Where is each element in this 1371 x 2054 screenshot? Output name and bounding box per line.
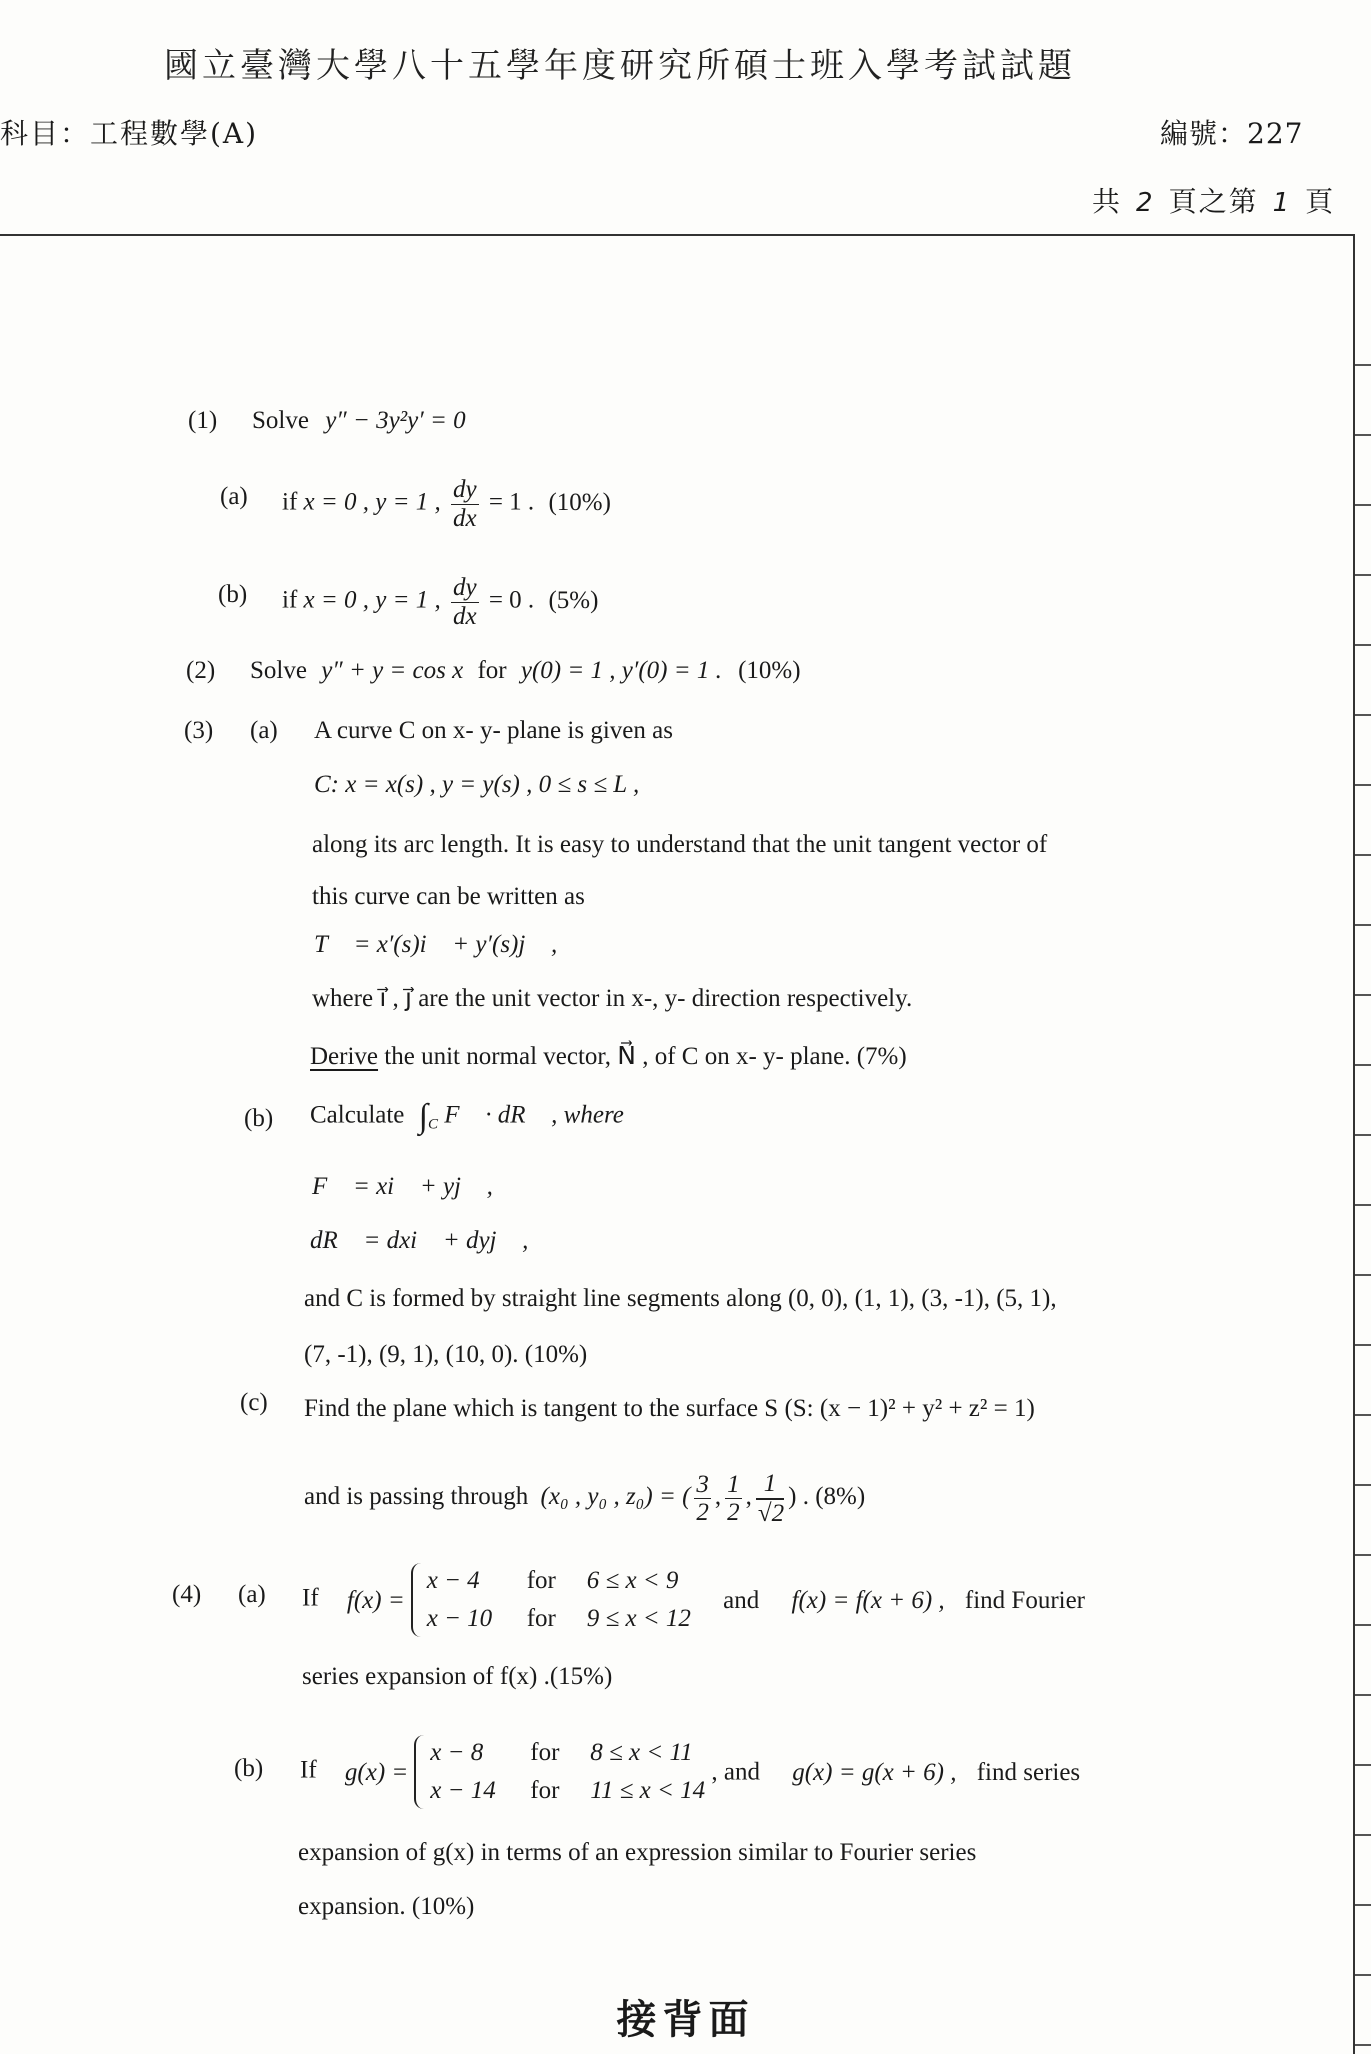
q1b-text: [282, 574, 598, 630]
q3a-line7: [310, 1044, 907, 1069]
q1-equation: y″ − 3y²y′ = 0: [325, 407, 466, 434]
q3c-point: (x₀ , y₀ , z₀) = (: [540, 1483, 691, 1511]
q3b-integral-sub: C: [427, 1116, 438, 1133]
q1b-label: (b): [218, 581, 248, 608]
q1a-label: (a): [220, 483, 248, 510]
q4a-line2: series expansion of f(x) .(15%): [302, 1663, 613, 1690]
q4a-if: If: [302, 1584, 319, 1612]
continue-on-back: 接背面: [616, 1996, 755, 2043]
q3c-frac2-num: 1: [727, 1470, 740, 1498]
q3c-frac3-num: 1: [756, 1470, 784, 1499]
q3-number: (3): [184, 717, 214, 744]
q3a-derive: Derive: [310, 1043, 379, 1070]
q1b-dx: dx: [452, 602, 477, 630]
q3b-integrand: F⃗ · dR⃗ , where: [444, 1101, 624, 1129]
q4a-case1-for: for: [526, 1567, 556, 1594]
q1b-points: (5%): [548, 586, 599, 614]
q3c-frac1-num: 3: [696, 1470, 709, 1498]
q1a-dy: dy: [452, 476, 477, 503]
page-indicator: [1092, 180, 1335, 220]
q1a-derivative: [451, 476, 479, 532]
q4a-case2-for: for: [526, 1605, 556, 1632]
q3a-line1: A curve C on x- y- plane is given as: [314, 717, 673, 744]
q1b-derivative: [451, 574, 479, 630]
q3a-label: (a): [250, 717, 278, 744]
q4a-label: (a): [238, 1581, 266, 1608]
q4a-periodicity: f(x) = f(x + 6) ,: [791, 1586, 945, 1614]
q3c-frac1: [694, 1471, 711, 1527]
q4b-if: If: [300, 1756, 317, 1784]
q4b-case1-expr: x − 8: [430, 1739, 484, 1766]
q4a-case-2: [427, 1600, 691, 1638]
q3b-line5: (7, -1), (9, 1), (10, 0). (10%): [304, 1341, 588, 1368]
q4a-func: f(x) =: [346, 1586, 405, 1614]
q4b-cases: [430, 1734, 705, 1810]
q3a-line7-rest: the unit normal vector, N⃗ , of C on x- y- plane. (7%): [378, 1043, 907, 1070]
q3b-calculate: Calculate: [310, 1101, 405, 1129]
q3b-line1: [310, 1100, 624, 1134]
q3b-line4: and C is formed by straight line segments along (0, 0), (1, 1), (3, -1), (5, 1),: [304, 1285, 1057, 1312]
page-prefix: 共: [1092, 185, 1123, 218]
q4b-case2-expr: x − 14: [430, 1777, 496, 1804]
q2-text: [250, 658, 801, 683]
q3a-line6: where i⃗ , j⃗ are the unit vector in x-, y- direction respectively.: [312, 985, 913, 1012]
q1-solve: Solve: [252, 407, 309, 434]
q4a-brace: [411, 1563, 427, 1637]
q3b-dr-eq: dR⃗ = dxi⃗ + dyj⃗ ,: [310, 1227, 529, 1254]
q3b-field-eq: F⃗ = xi⃗ + yj⃗ ,: [312, 1173, 493, 1200]
q3a-tangent-eq: T⃗ = x′(s)i⃗ + y′(s)j⃗ ,: [314, 931, 558, 958]
page-suffix: 頁: [1305, 185, 1336, 218]
q1a-value: = 1 .: [488, 488, 535, 516]
q1b-dy: dy: [452, 574, 477, 601]
q3a-line4: this curve can be written as: [312, 883, 585, 910]
q2-for: for: [477, 657, 507, 684]
q1a-points: (10%): [548, 488, 611, 516]
q3c-frac2-den: 2: [727, 1499, 740, 1526]
q4b-case1-cond: 8 ≤ x < 11: [590, 1739, 693, 1766]
q4b-label: (b): [234, 1755, 264, 1782]
q4a-cases: [427, 1562, 691, 1638]
q3c-line1: Find the plane which is tangent to the surface S (S: (x − 1)² + y² + z² = 1): [304, 1395, 1035, 1422]
q4a-case-1: [427, 1562, 691, 1600]
q3b-label: (b): [244, 1105, 274, 1132]
q3c-frac1-den: 2: [696, 1499, 709, 1526]
q4b-brace: [414, 1735, 430, 1809]
q3c-line2a: and is passing through: [304, 1483, 529, 1511]
q1-number: (1): [188, 407, 218, 434]
q4b-case-2: [430, 1772, 705, 1810]
q4b-find: find series: [976, 1758, 1081, 1786]
q1a-cond: x = 0 , y = 1 ,: [303, 488, 441, 516]
q4b-periodicity: g(x) = g(x + 6) ,: [792, 1758, 957, 1786]
subject-label: 科目：工程數學(A): [0, 117, 259, 150]
q2-equation: y″ + y = cos x: [321, 657, 464, 684]
exam-code: 編號：227: [1160, 117, 1304, 150]
q4b-case1-for: for: [530, 1739, 560, 1766]
q4b-case-1: [430, 1734, 705, 1772]
page-mid: 頁之第: [1168, 185, 1259, 218]
q3c-line2: and is passing through (x₀ , y₀ , z₀) = ( $\frac{3}{2}$ , $\frac{1}{2}$ , $\frac{1}{√2}$ ) . (8%): [304, 1470, 866, 1527]
q3a-line3: along its arc length. It is easy to understand that the unit tangent vector of: [312, 831, 1048, 858]
q1a-dx: dx: [452, 504, 477, 532]
q1-text: [252, 408, 466, 433]
margin-ticks: [1355, 296, 1371, 2046]
q2-solve: Solve: [250, 657, 307, 684]
q4a-find: find Fourier: [964, 1586, 1086, 1614]
q4a-and: and: [723, 1586, 760, 1614]
q4b-line1: [300, 1734, 1080, 1810]
page-current: 1: [1272, 188, 1292, 218]
q2-number: (2): [186, 657, 216, 684]
q3c-label: (c): [240, 1389, 268, 1416]
q3c-points: ) . (8%): [788, 1483, 866, 1511]
q1b-if: if: [282, 586, 298, 614]
q4a-line1: [302, 1562, 1085, 1638]
q4a-case2-cond: 9 ≤ x < 12: [586, 1605, 691, 1632]
q1b-value: = 0 .: [488, 586, 535, 614]
q4-number: (4): [172, 1581, 202, 1608]
q4a-case2-expr: x − 10: [426, 1605, 493, 1632]
q1a-text: [282, 476, 611, 532]
q1a-if: if: [282, 488, 298, 516]
q3c-frac2: [725, 1471, 742, 1527]
q4b-func: g(x) =: [344, 1758, 409, 1786]
exam-title: 國立臺灣大學八十五學年度研究所碩士班入學考試試題: [164, 46, 1076, 86]
q1b-cond: x = 0 , y = 1 ,: [303, 586, 441, 614]
q4b-case2-for: for: [530, 1777, 560, 1804]
q2-conditions: y(0) = 1 , y′(0) = 1 .: [520, 657, 722, 684]
q4b-case2-cond: 11 ≤ x < 14: [590, 1777, 706, 1804]
q4a-case1-cond: 6 ≤ x < 9: [586, 1567, 679, 1594]
q3c-frac3-den: √2: [757, 1499, 785, 1527]
q4b-line2: expansion of g(x) in terms of an expression similar to Fourier series: [298, 1839, 977, 1866]
q2-points: (10%): [738, 657, 801, 684]
q4b-and: , and: [711, 1758, 760, 1786]
q3c-frac3: [756, 1470, 784, 1527]
q4b-line3: expansion. (10%): [298, 1893, 475, 1920]
page-total: 2: [1136, 188, 1155, 218]
q3b-integral-sign: ∫: [418, 1098, 428, 1135]
q3a-curve-def: C: x = x(s) , y = y(s) , 0 ≤ s ≤ L ,: [314, 771, 640, 798]
q4a-case1-expr: x − 4: [426, 1567, 480, 1594]
